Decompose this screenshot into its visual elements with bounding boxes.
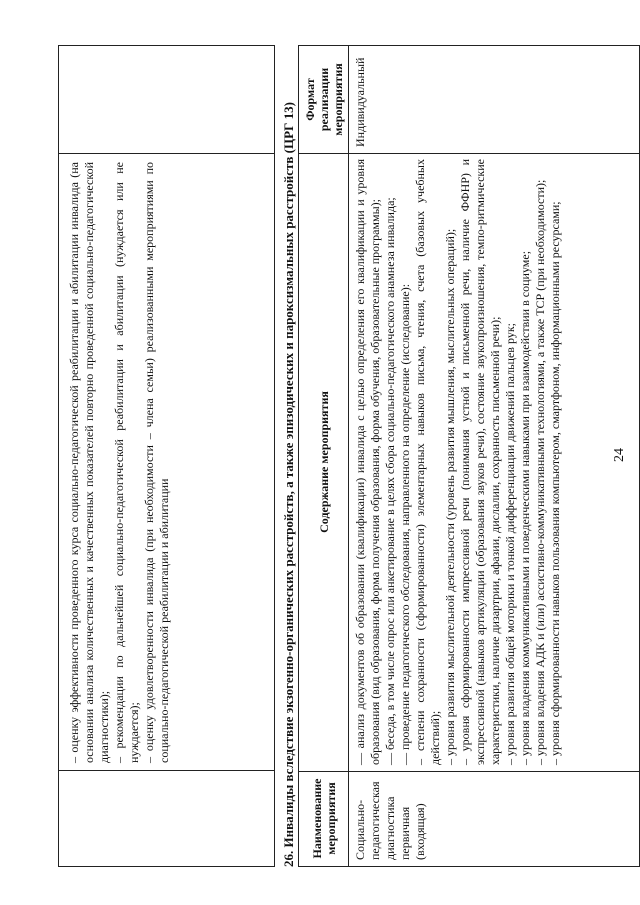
list-item: – уровня сформированности навыков пользования компьютером, смартфоном, информационными ресурсами; bbox=[548, 201, 562, 765]
list-item: – уровня сформированности импрессивной речи (понимания устной и письменной речи, наличие ФФНР) и экспрессивной (навыков артикуляции (образования звуков речи), состояние звукопроизношения, темпо-ритмические характеристики, наличие дизартрии, афазии, дислалии, сохранность письменной речи); bbox=[458, 159, 502, 765]
section-heading: 26. Инвалиды вследствие экзогенно-органических расстройств, а также эпизодических и пароксизмальных расстройств (ЦРГ 13) bbox=[281, 102, 296, 867]
cell-format: Индивидуальный bbox=[353, 57, 367, 147]
list-item: – рекомендации по дальнейшей социально-педагогической реабилитации и абилитации (нуждается или не нуждается); bbox=[112, 162, 141, 763]
header-format: Формат реализации мероприятия bbox=[299, 46, 349, 153]
list-item: – оценку удовлетворенности инвалида (при необходимости – члена семьи) реализованными мероприятиями по социально-педагогической реабилитации и абилитации bbox=[142, 162, 171, 763]
activity-table bbox=[298, 45, 640, 867]
header-name: Наименование мероприятия bbox=[299, 771, 349, 866]
table-continued bbox=[58, 45, 275, 867]
column-content bbox=[299, 153, 639, 771]
list-item: – уровня развития общей моторики и тонкой дифференциации движений пальцев рук; bbox=[503, 323, 517, 765]
list-item: – степени сохранности (сформированности) элементарных навыков письма, чтения, счета (базовых учебных действий); bbox=[413, 159, 442, 765]
list-item: — анализ документов об образовании (квалификации) инвалида с целью определения его квалификации и уровня образования (вид образования, форма получения образования, форма обучения, образовательные программы); bbox=[353, 159, 382, 765]
list-item: — беседа, в том числе опрос или анкетирование в целях сбора социально-педагогического анамнеза инвалида; bbox=[383, 197, 397, 765]
cell-name: Социально-педагогическая диагностика первичная (входящая) bbox=[353, 781, 427, 860]
table-cell-empty bbox=[59, 46, 274, 153]
page-number: 24 bbox=[612, 448, 627, 462]
cell-content bbox=[349, 153, 639, 771]
header-content: Содержание мероприятия bbox=[299, 153, 349, 771]
column-name bbox=[299, 771, 639, 866]
table-cell-content bbox=[59, 153, 274, 771]
table-cell-empty bbox=[59, 770, 274, 866]
list-item: — проведение педагогического обследования, направленного на определение (исследование): bbox=[398, 283, 412, 765]
list-item: – оценку эффективности проведенного курса социально-педагогической реабилитации и абилитации инвалида (на основании анализа количественных и качественных показателей повторно проведенной социально-педагогической диагностики); bbox=[67, 162, 111, 763]
list-item: – уровня владения коммуникативными и поведенческими навыками при взаимодействии в социуме; bbox=[518, 250, 532, 765]
column-format bbox=[299, 46, 639, 153]
list-item: – уровня владения АДК и (или) ассистивно-коммуникативными технологиями, а также ТСР (при необходимости); bbox=[533, 179, 547, 765]
list-item: – уровня развития мыслительной деятельности (уровень развития мышления, мыслительных операций); bbox=[443, 228, 457, 765]
